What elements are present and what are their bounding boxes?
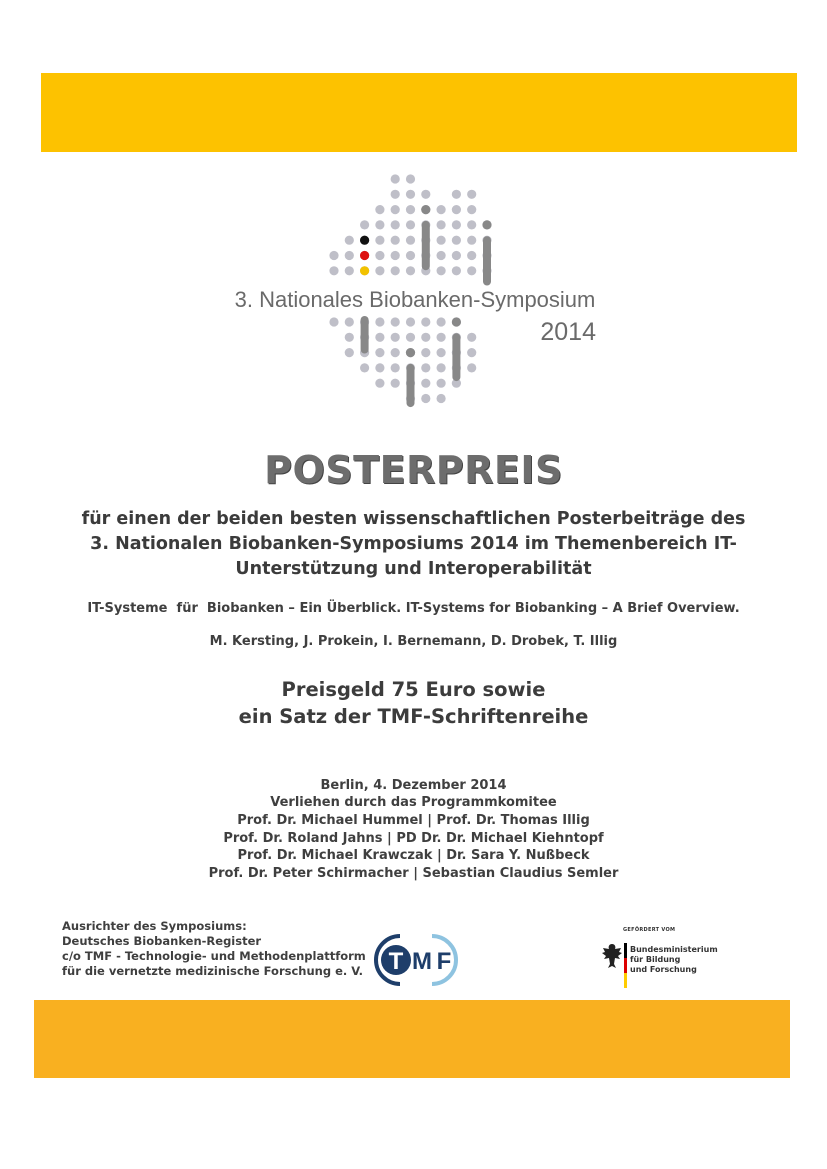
subtitle-line: für einen der beiden besten wissenschaftlichen Posterbeiträge des <box>81 509 746 529</box>
organizer-line: c/o TMF - Technologie- und Methodenplattform <box>62 949 366 963</box>
logo-bar-dot <box>421 205 430 214</box>
prize-line: ein Satz der TMF-Schriftenreihe <box>238 705 589 728</box>
logo-dot <box>406 174 415 183</box>
logo-dot <box>360 363 369 372</box>
symposium-logo <box>0 0 827 430</box>
logo-bar-dot <box>452 317 461 326</box>
logo-dot <box>345 333 354 342</box>
logo-dot <box>375 317 384 326</box>
logo-dot <box>375 266 384 275</box>
logo-dot <box>345 348 354 357</box>
logo-dot <box>329 251 338 260</box>
logo-dot <box>360 251 369 260</box>
certificate-title: POSTERPREIS <box>264 448 563 492</box>
tmf-letter-f: F <box>436 948 452 975</box>
logo-dot <box>452 236 461 245</box>
logo-dot <box>421 317 430 326</box>
logo-dot <box>467 348 476 357</box>
logo-dot <box>391 205 400 214</box>
logo-dot <box>421 379 430 388</box>
logo-dot <box>437 348 446 357</box>
ministry-name: Bundesministerium <box>630 945 718 954</box>
ministry-name: und Forschung <box>630 965 697 974</box>
logo-dot <box>437 317 446 326</box>
logo-dot <box>437 394 446 403</box>
logo-dot <box>437 333 446 342</box>
logo-dot <box>467 363 476 372</box>
logo-dot <box>452 251 461 260</box>
logo-dot <box>345 236 354 245</box>
committee-members: Prof. Dr. Roland Jahns | PD Dr. Dr. Michael Kiehntopf <box>223 831 604 846</box>
logo-dot <box>406 251 415 260</box>
logo-dot <box>452 190 461 199</box>
logo-dot <box>467 190 476 199</box>
logo-dot <box>391 348 400 357</box>
logo-dot <box>452 266 461 275</box>
symposium-year: 2014 <box>540 318 596 346</box>
logo-dot <box>452 220 461 229</box>
logo-dot <box>467 333 476 342</box>
funding-label: GEFÖRDERT VOM <box>623 927 676 933</box>
symposium-name: 3. Nationales Biobanken-Symposium <box>234 287 596 312</box>
tmf-letter-m: M <box>412 948 432 975</box>
logo-dot <box>437 379 446 388</box>
logo-dot <box>375 236 384 245</box>
subtitle-line: Unterstützung und Interoperabilität <box>235 559 592 579</box>
bottom-orange-band <box>34 1000 790 1078</box>
logo-dot <box>421 190 430 199</box>
logo-dot <box>437 220 446 229</box>
logo-dot <box>452 205 461 214</box>
committee-heading: Verliehen durch das Programmkomitee <box>270 795 557 810</box>
logo-dot <box>437 363 446 372</box>
logo-dot <box>360 266 369 275</box>
logo-dot <box>421 394 430 403</box>
logo-dot <box>360 220 369 229</box>
logo-dot <box>467 236 476 245</box>
logo-dot <box>391 220 400 229</box>
logo-dot <box>345 251 354 260</box>
logo-dot <box>391 379 400 388</box>
logo-dot <box>391 266 400 275</box>
ministry-name: für Bildung <box>630 955 681 964</box>
logo-dot <box>391 190 400 199</box>
logo-dot <box>375 333 384 342</box>
place-date: Berlin, 4. Dezember 2014 <box>320 778 507 793</box>
logo-dot <box>375 251 384 260</box>
logo-dot <box>406 333 415 342</box>
logo-dot <box>345 266 354 275</box>
logo-dot <box>437 205 446 214</box>
committee-members: Prof. Dr. Michael Hummel | Prof. Dr. Thomas Illig <box>237 813 590 828</box>
logo-dot <box>329 317 338 326</box>
logo-dot <box>375 363 384 372</box>
logo-dot <box>406 266 415 275</box>
logo-dot <box>391 236 400 245</box>
logo-dot <box>391 251 400 260</box>
logo-bar-dot <box>482 220 491 229</box>
authors: M. Kersting, J. Prokein, I. Bernemann, D. Drobek, T. Illig <box>209 634 618 649</box>
logo-dot <box>467 266 476 275</box>
logo-bar-dot <box>406 348 415 357</box>
logo-dot <box>406 317 415 326</box>
logo-dot <box>421 363 430 372</box>
logo-dot <box>467 205 476 214</box>
federal-eagle-icon <box>600 942 624 970</box>
logo-dot <box>345 317 354 326</box>
poster-title: IT-Systeme für Biobanken – Ein Überblick. IT-Systems for Biobanking – A Brief Overview. <box>87 601 740 616</box>
logo-dot <box>437 251 446 260</box>
organizer-line: für die vernetzte medizinische Forschung e. V. <box>62 964 364 978</box>
logo-dot <box>375 220 384 229</box>
logo-dot <box>329 266 338 275</box>
tmf-logo <box>374 932 458 988</box>
logo-dot <box>375 205 384 214</box>
logo-dot <box>421 333 430 342</box>
logo-dot <box>467 251 476 260</box>
committee-members: Prof. Dr. Peter Schirmacher | Sebastian Claudius Semler <box>208 866 619 881</box>
committee-members: Prof. Dr. Michael Krawczak | Dr. Sara Y. Nußbeck <box>237 848 590 863</box>
logo-dot <box>391 363 400 372</box>
logo-dot <box>360 236 369 245</box>
logo-dot <box>391 174 400 183</box>
logo-dot <box>406 205 415 214</box>
logo-dot <box>391 333 400 342</box>
tmf-letter-t: T <box>388 948 404 975</box>
logo-dot <box>391 317 400 326</box>
prize-line: Preisgeld 75 Euro sowie <box>281 678 546 701</box>
logo-dot <box>406 236 415 245</box>
logo-dot <box>437 266 446 275</box>
logo-dot <box>421 348 430 357</box>
german-flag-stripe <box>624 943 627 988</box>
logo-dot <box>375 348 384 357</box>
logo-dot <box>406 220 415 229</box>
organizer-line: Deutsches Biobanken-Register <box>62 934 262 948</box>
logo-dot <box>467 220 476 229</box>
logo-dot <box>406 190 415 199</box>
logo-dot <box>375 379 384 388</box>
subtitle-line: 3. Nationalen Biobanken-Symposiums 2014 im Themenbereich IT- <box>90 534 737 554</box>
logo-dot <box>437 236 446 245</box>
organizer-heading: Ausrichter des Symposiums: <box>62 919 247 933</box>
